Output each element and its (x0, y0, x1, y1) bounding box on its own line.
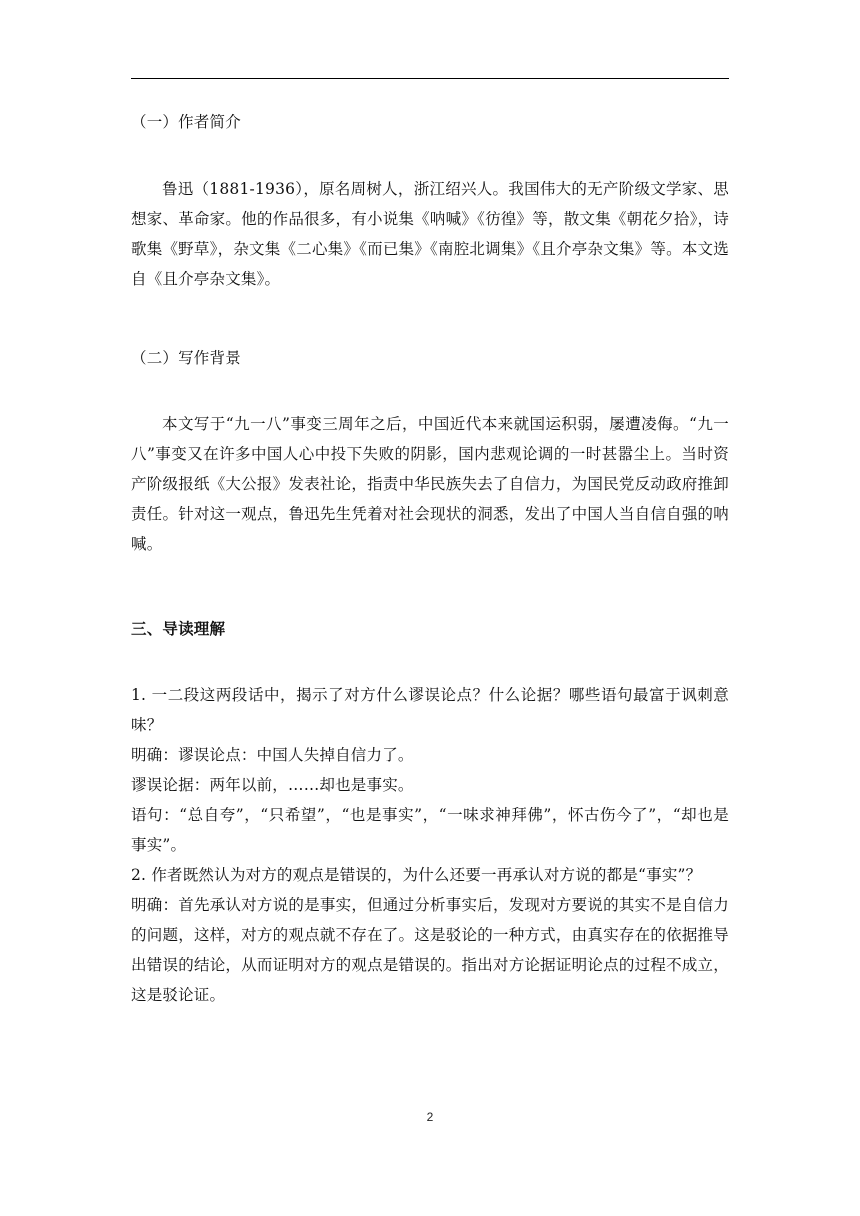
answer-1-sentences: 语句：“总自夸”，“只希望”，“也是事实”，“一味求神拜佛”，怀古伤今了”，“却也是事实”。 (131, 806, 729, 854)
answer-1-point: 明确：谬误论点：中国人失掉自信力了。 (131, 746, 414, 764)
writing-background-paragraph: 本文写于“九一八”事变三周年之后，中国近代本来就国运积弱，屡遭凌侮。“九一八”事变又在许多中国人心中投下失败的阴影，国内悲观论调的一时甚嚣尘上。当时资产阶级报纸《大公报》发表社论，指责中华民族失去了自信力，为国民党反动政府推卸责任。针对这一观点，鲁迅先生凭着对社会现状的洞悉，发出了中国人当自信自强的呐喊。 (131, 415, 729, 553)
answer-1-evidence: 谬误论据：两年以前，……却也是事实。 (131, 776, 414, 794)
writing-background-heading: （二）写作背景 (131, 349, 241, 367)
question-1: 1. 一二段这两段话中，揭示了对方什么谬误论点？什么论据？哪些语句最富于讽刺意味？ (131, 686, 729, 734)
page-number: 2 (426, 1110, 434, 1124)
answer-2: 明确：首先承认对方说的是事实，但通过分析事实后，发现对方要说的其实不是自信力的问题，这样，对方的观点就不存在了。这是驳论的一种方式，由真实存在的依据推导出错误的结论，从而证明对方的观点是错误的。指出对方论据证明论点的过程不成立，这是驳论证。 (131, 896, 729, 1004)
reading-guide-qa (131, 680, 729, 1010)
author-intro-heading: （一）作者简介 (131, 113, 241, 131)
reading-guide-heading: 三、导读理解 (131, 619, 226, 638)
question-2: 2. 作者既然认为对方的观点是错误的，为什么还要一再承认对方说的都是“事实”？ (131, 866, 702, 884)
header-rule (131, 78, 729, 79)
author-intro-paragraph: 鲁迅（1881-1936），原名周树人，浙江绍兴人。我国伟大的无产阶级文学家、思想家、革命家。他的作品很多，有小说集《呐喊》《彷徨》等，散文集《朝花夕拾》，诗歌集《野草》，杂文集《二心集》《而已集》《南腔北调集》《且介亭杂文集》等。本文选自《且介亭杂文集》。 (131, 180, 729, 288)
